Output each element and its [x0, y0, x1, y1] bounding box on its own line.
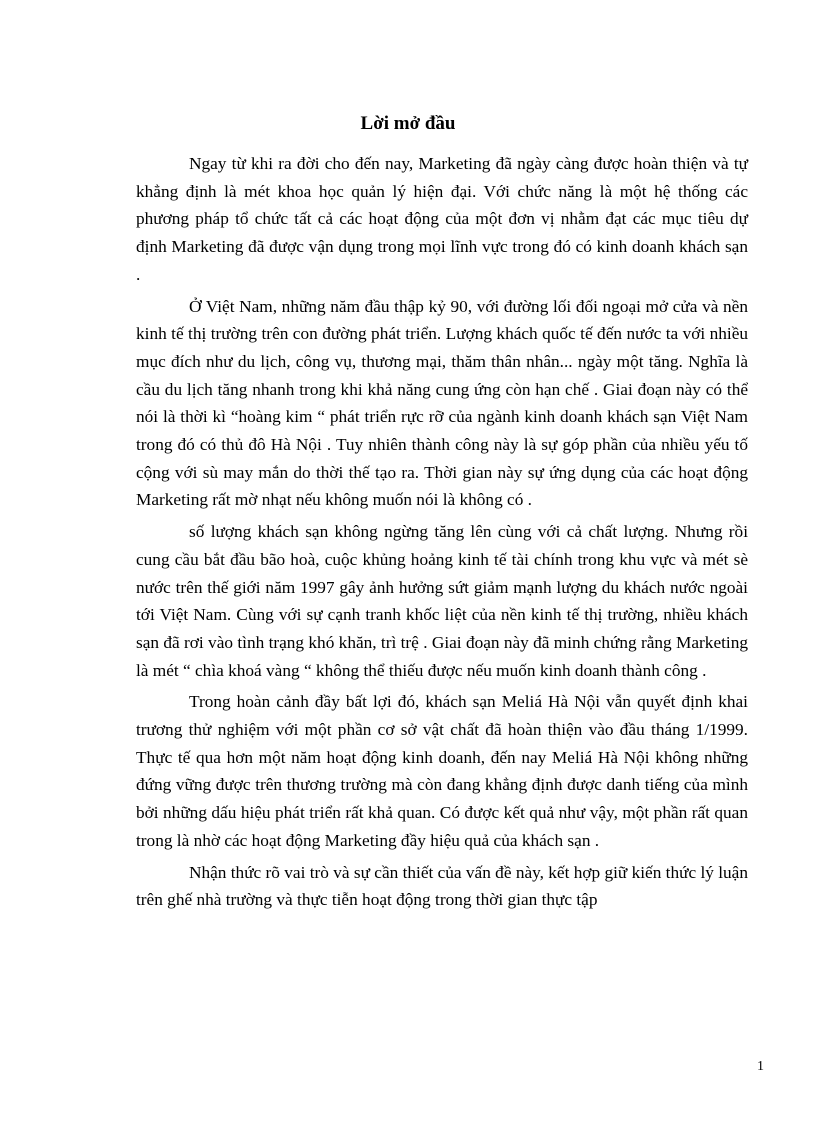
- paragraph-melia: Trong hoàn cảnh đầy bất lợi đó, khách sạn Meliá Hà Nội vẫn quyết định khai trương thử nghiệm với một phần cơ sở vật chất đã hoàn thiện vào đầu tháng 1/1999. Thực tế qua hơn một năm hoạt động kinh doanh, đến nay Meliá Hà Nội không những đứng vững được trên thương trường mà còn đang khẳng định được danh tiếng của mình bởi những dấu hiệu phát triển rất khả quan. Có được kết quả như vậy, một phần rất quan trong là nhờ các hoạt động Marketing đầy hiệu quả của khách sạn .: [136, 692, 748, 850]
- document-body: [136, 150, 748, 918]
- paragraph-crisis: số lượng khách sạn không ngừng tăng lên cùng với cả chất lượng. Nhưng rồi cung cầu bắt đầu bão hoà, cuộc khủng hoảng kinh tế tài chính trong khu vực và mét sè nước trên thế giới năm 1997 gây ảnh hưởng sứt giảm mạnh lượng du khách nước ngoài tới Việt Nam. Cùng với sự cạnh tranh khốc liệt của nền kinh tế thị trường, nhiều khách sạn đã rơi vào tình trạng khó khăn, trì trệ . Giai đoạn này đã minh chứng rằng Marketing là mét “ chìa khoá vàng “ không thể thiếu được nếu muốn kinh doanh thành công .: [136, 522, 748, 680]
- paragraph-awareness: Nhận thức rõ vai trò và sự cần thiết của vấn đề này, kết hợp giữ kiến thức lý luận trên ghế nhà trường và thực tiễn hoạt động trong thời gian thực tập: [136, 862, 748, 910]
- page-title: Lời mở đầu: [360, 113, 456, 134]
- paragraph-vietnam-context: Ở Việt Nam, những năm đầu thập kỷ 90, với đường lối đối ngoại mở cửa và nền kinh tế thị trường trên con đường phát triển. Lượng khách quốc tế đến nước ta với nhiều mục đích như du lịch, công vụ, thương mại, thăm thân nhân... ngày một tăng. Nghĩa là cầu du lịch tăng nhanh trong khi khả năng cung ứng còn hạn chế . Giai đoạn này có thể nói là thời kì “hoàng kim “ phát triển rực rỡ của ngành kinh doanh khách sạn Việt Nam trong đó có thủ đô Hà Nội . Tuy nhiên thành công này là sự góp phần của nhiều yếu tố cộng với sù may mắn do thời thế tạo ra. Thời gian này sự ứng dụng của các hoạt động Marketing rất mờ nhạt nếu không muốn nói là không có .: [136, 296, 748, 510]
- paragraph-intro: Ngay từ khi ra đời cho đến nay, Marketing đã ngày càng được hoàn thiện và tự khẳng định là mét khoa học quản lý hiện đại. Với chức năng là một hệ thống các phương pháp tổ chức tất cả các hoạt động của một đơn vị nhằm đạt các mục tiêu dự định Marketing đã được vận dụng trong mọi lĩnh vực trong đó có kinh doanh khách sạn .: [136, 154, 748, 284]
- page-number: 1: [757, 1059, 764, 1074]
